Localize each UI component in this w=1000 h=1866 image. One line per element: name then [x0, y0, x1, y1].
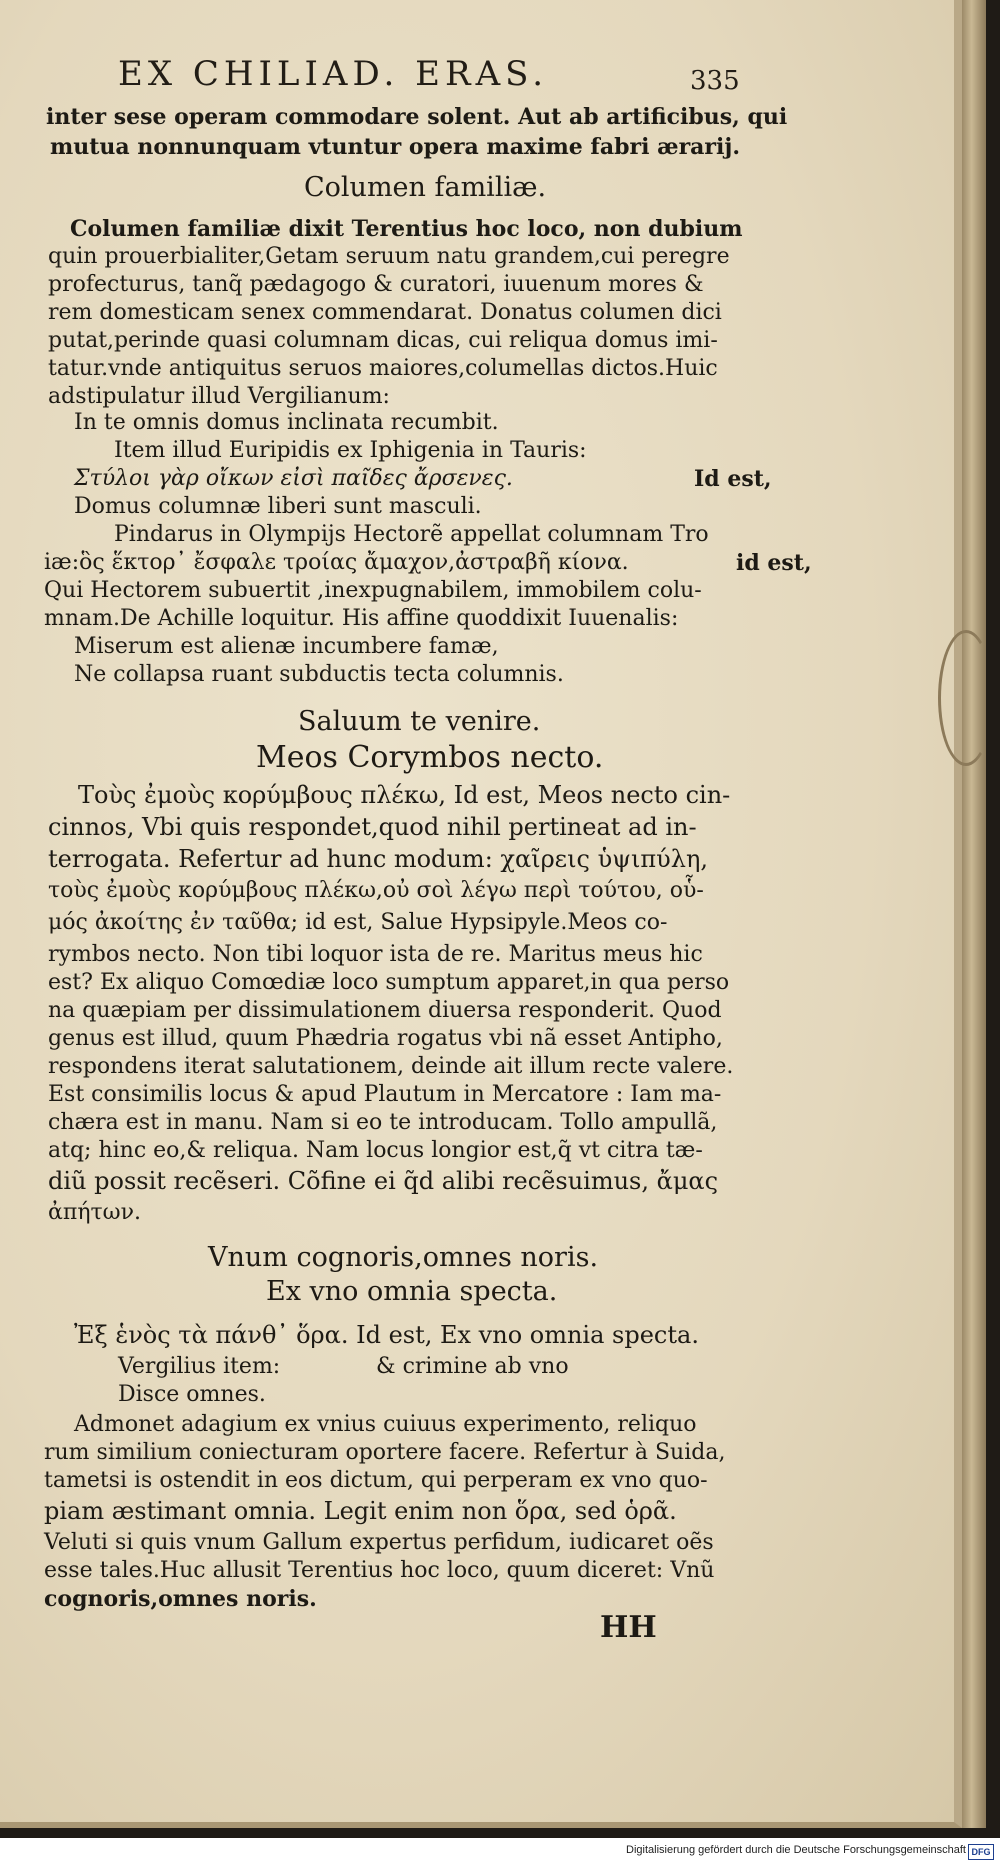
text-line: genus est illud, quum Phædria rogatus vbi nã esset Antipho, [48, 1026, 723, 1051]
text-line: Admonet adagium ex vnius cuiuus experimento, reliquo [74, 1412, 697, 1437]
text-line: Id est, [694, 466, 772, 492]
page-number: 335 [690, 66, 740, 96]
book-clasp [938, 630, 994, 766]
verse-line: In te omnis domus inclinata recumbit. [74, 410, 499, 435]
section-heading: Saluum te venire. [298, 706, 541, 737]
text-line: Est consimilis locus & apud Plautum in Mercatore : Iam ma- [48, 1082, 722, 1107]
greek-line: Τοὺς ἐμοὺς κορύμβους πλέκω, Id est, Meos necto cin- [78, 781, 731, 809]
text-line: Disce omnes. [118, 1382, 266, 1407]
text-line: respondens iterat salutationem, deinde ait illum recte valere. [48, 1054, 734, 1079]
text-line: tatur.vnde antiquitus seruos maiores,columellas dictos.Huic [48, 356, 718, 381]
running-head: EX CHILIAD. ERAS. [118, 54, 549, 94]
text-line: rymbos necto. Non tibi loquor ista de re. Maritus meus hic [48, 942, 703, 967]
text-line: Pindarus in Olympijs Hectorẽ appellat columnam Tro [114, 522, 709, 547]
text-line: Veluti si quis vnum Gallum expertus perfidum, iudicaret oẽs [44, 1530, 714, 1555]
text-line: Columen familiæ dixit Terentius hoc loco, non dubium [70, 216, 743, 242]
text-line: adstipulatur illud Vergilianum: [48, 384, 390, 409]
footer-bar [0, 1838, 1000, 1866]
section-heading: Meos Corymbos necto. [256, 740, 604, 775]
greek-line: iæ:ὃς ἕκτορ᾽ ἔσφαλε τροίας ἄμαχον,ἀστραβῆ κίονα. [44, 550, 629, 575]
text-line: mutua nonnunquam vtuntur opera maxime fabri ærarij. [50, 134, 740, 160]
greek-line: Ἐξ ἑνὸς τὰ πάνθ᾽ ὅρα. Id est, Ex vno omnia specta. [74, 1321, 699, 1349]
text-line: atq; hinc eo,& reliqua. Nam locus longior est,q̃ vt citra tæ- [48, 1138, 703, 1163]
text-line: rem domesticam senex commendarat. Donatus columen dici [48, 300, 722, 325]
text-line: & crimine ab vno [376, 1354, 569, 1379]
verse-line: Ne collapsa ruant subductis tecta columnis. [74, 662, 564, 687]
text-line: na quæpiam per dissimulationem diuersa responderit. Quod [48, 998, 722, 1023]
verse-line: Miserum est alienæ incumbere famæ, [74, 634, 499, 659]
text-line: tametsi is ostendit in eos dictum, qui perperam ex vno quo- [44, 1468, 708, 1493]
text-line: est? Ex aliquo Comœdiæ loco sumptum apparet,in qua perso [48, 970, 730, 995]
text-line: mnam.De Achille loquitur. His affine quoddixit Iuuenalis: [44, 606, 679, 631]
text-line: diũ possit recẽseri. Cõfine ei q̃d alibi recẽsuimus, ἄμας [48, 1167, 719, 1195]
dfg-logo: DFG [968, 1844, 994, 1860]
section-heading: Ex vno omnia specta. [266, 1276, 558, 1307]
text-line: Item illud Euripidis ex Iphigenia in Tauris: [114, 438, 587, 463]
section-heading: Columen familiæ. [304, 172, 547, 203]
text-line: chæra est in manu. Nam si eo te introducam. Tollo ampullã, [48, 1110, 718, 1135]
section-heading: Vnum cognoris,omnes noris. [208, 1242, 599, 1273]
greek-line: ἀπήτων. [48, 1200, 141, 1225]
text-line: quin prouerbialiter,Getam seruum natu grandem,cui peregre [48, 244, 730, 269]
greek-line: τοὺς ἐμοὺς κορύμβους πλέκω,οὐ σοὶ λέγω περὶ τούτου, οὗ- [48, 878, 704, 903]
text-line: piam æstimant omnia. Legit enim non ὅρα, sed ὁρᾶ. [44, 1497, 677, 1525]
text-line: profecturus, tanq̃ pædagogo & curatori, iuuenum mores & [48, 272, 704, 297]
text-line: putat,perinde quasi columnam dicas, cui reliqua domus imi- [48, 328, 718, 353]
text-line: cinnos, Vbi quis respondet,quod nihil pertineat ad in- [48, 813, 697, 841]
text-line: Vergilius item: [118, 1354, 281, 1379]
text-line: id est, [736, 550, 812, 576]
text-line: esse tales.Huc allusit Terentius hoc loco, quum diceret: Vnũ [44, 1558, 715, 1583]
page-edge [962, 0, 986, 1828]
footer-credit: Digitalisierung gefördert durch die Deutsche Forschungsgemeinschaft [626, 1844, 966, 1856]
text-line: cognoris,omnes noris. [44, 1586, 317, 1612]
text-line: terrogata. Refertur ad hunc modum: χαῖρεις ὑψιπύλη, [48, 845, 708, 873]
signature-mark: HH [600, 1610, 657, 1645]
text-line: inter sese operam commodare solent. Aut ab artificibus, qui [46, 104, 788, 130]
text-line: Qui Hectorem subuertit ,inexpugnabilem, immobilem colu- [44, 578, 702, 603]
greek-line: Στύλοι γὰρ οἴκων εἰσὶ παῖδες ἄρσενες. [74, 466, 513, 491]
text-line: rum similium coniecturam oportere facere. Refertur à Suida, [44, 1440, 726, 1465]
text-line: μός ἀκοίτης ἐν ταῦθα; id est, Salue Hypsipyle.Meos co- [48, 910, 668, 935]
text-line: Domus columnæ liberi sunt masculi. [74, 494, 482, 519]
